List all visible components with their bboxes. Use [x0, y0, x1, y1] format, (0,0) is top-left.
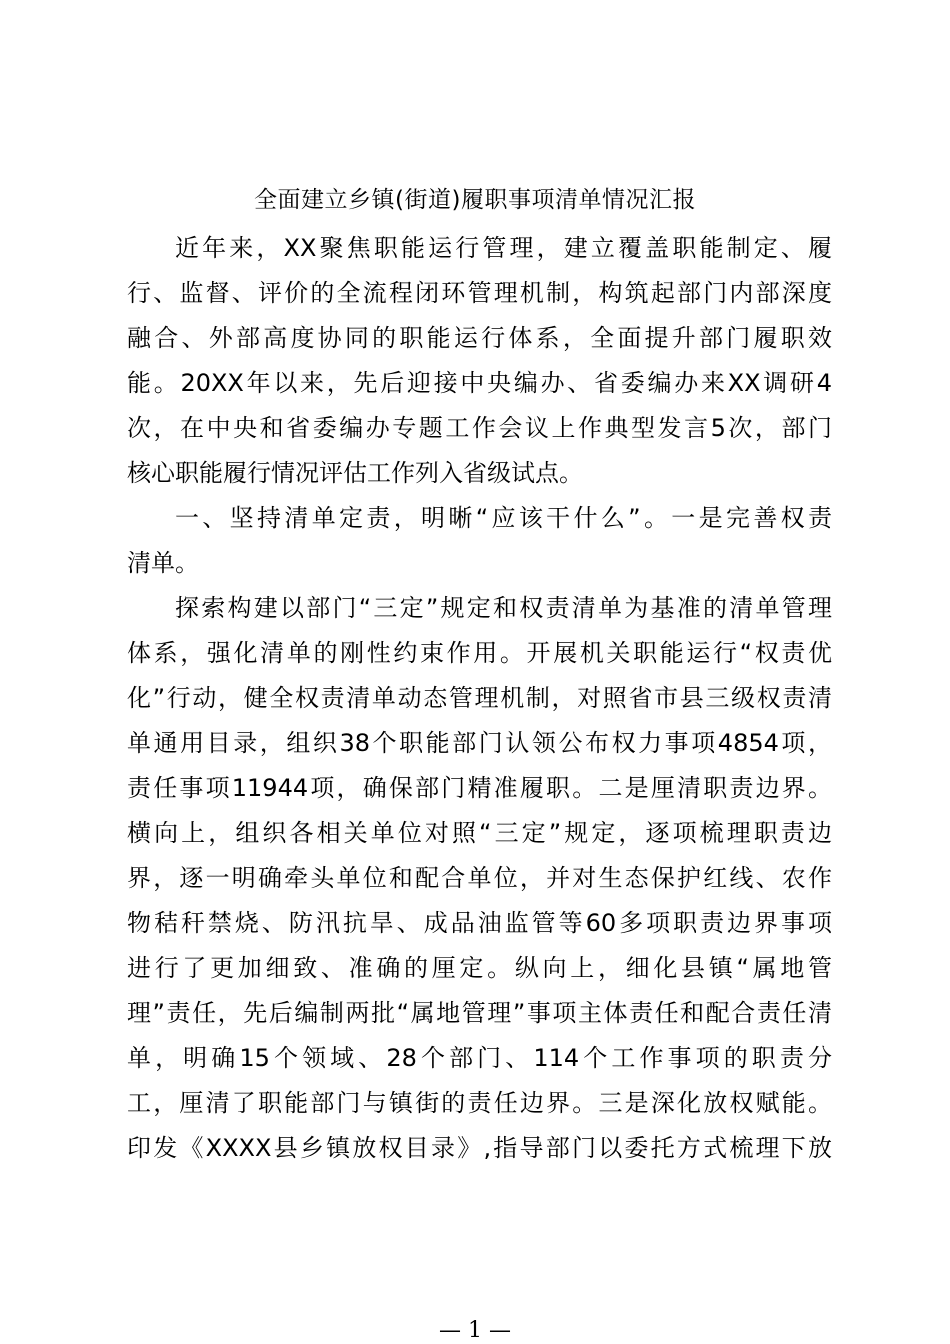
paragraph-line: 核心职能履行情况评估工作列入省级试点。 — [127, 459, 583, 487]
paragraph-line: 融合、外部高度协同的职能运行体系，全面提升部门履职效 — [127, 324, 832, 352]
paragraph-line: 进行了更加细致、准确的厘定。纵向上，细化县镇“属地管 — [127, 954, 832, 982]
paragraph-line: 探索构建以部门“三定”规定和权责清单为基准的清单管理 — [175, 594, 832, 622]
section-heading-line: 一、坚持清单定责，明晰“应该干什么”。一是完善权责 — [175, 504, 832, 532]
paragraph-line: 单通用目录，组织38个职能部门认领公布权力事项4854项， — [127, 729, 832, 757]
paragraph-line: 次，在中央和省委编办专题工作会议上作典型发言5次，部门 — [127, 414, 832, 442]
section-heading-line: 清单。 — [127, 549, 199, 577]
paragraph-line: 近年来，XX聚焦职能运行管理，建立覆盖职能制定、履 — [175, 234, 832, 262]
paragraph-line: 物秸秆禁烧、防汛抗旱、成品油监管等60多项职责边界事项 — [127, 909, 832, 937]
paragraph-line: 横向上，组织各相关单位对照“三定”规定，逐项梳理职责边 — [127, 819, 832, 847]
paragraph-line: 印发《XXXX县乡镇放权目录》,指导部门以委托方式梳理下放 — [127, 1134, 832, 1162]
paragraph-line: 行、监督、评价的全流程闭环管理机制，构筑起部门内部深度 — [127, 279, 832, 307]
paragraph-line: 责任事项11944项，确保部门精准履职。二是厘清职责边界。 — [127, 774, 832, 802]
paragraph-line: 工，厘清了职能部门与镇街的责任边界。三是深化放权赋能。 — [127, 1089, 832, 1117]
paragraph-line: 能。20XX年以来，先后迎接中央编办、省委编办来XX调研4 — [127, 369, 832, 397]
paragraph-line: 体系，强化清单的刚性约束作用。开展机关职能运行“权责优 — [127, 639, 832, 667]
document-title: 全面建立乡镇(街道)履职事项清单情况汇报 — [254, 187, 696, 213]
paragraph-line: 单，明确15个领域、28个部门、114个工作事项的职责分 — [127, 1044, 832, 1072]
paragraph-line: 界，逐一明确牵头单位和配合单位，并对生态保护红线、农作 — [127, 864, 832, 892]
paragraph-line: 理”责任，先后编制两批“属地管理”事项主体责任和配合责任清 — [127, 999, 832, 1027]
paragraph-line: 化”行动，健全权责清单动态管理机制，对照省市县三级权责清 — [127, 684, 832, 712]
page-number: — 1 — — [439, 1318, 511, 1343]
